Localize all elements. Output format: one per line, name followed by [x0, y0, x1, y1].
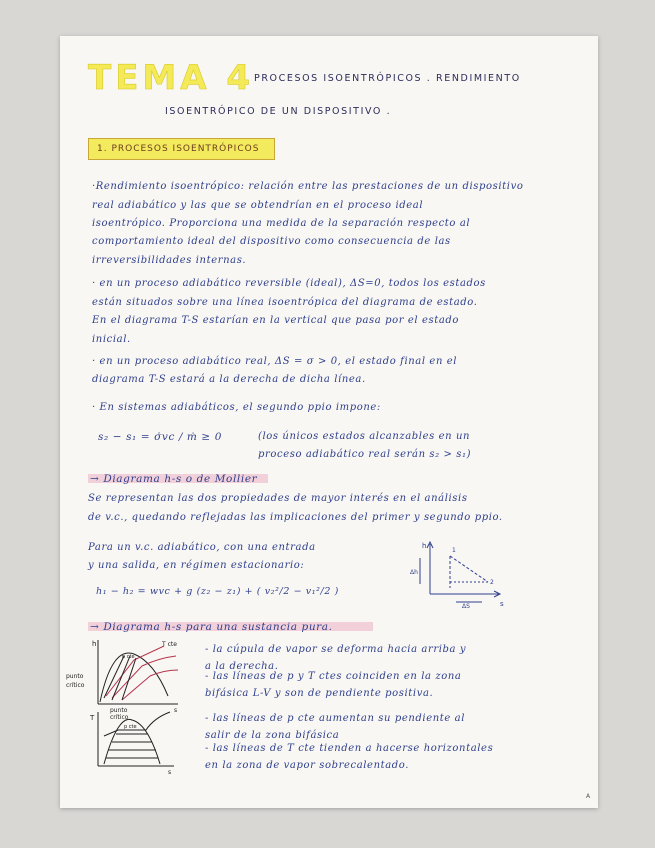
page-number: A [586, 793, 591, 800]
t-cte-label: T cte [162, 641, 177, 648]
paragraph-1-line: comportamiento ideal del dispositivo como consecuencia de las [92, 236, 451, 247]
s-label: s [174, 707, 178, 714]
p-cte-label: p cte [124, 724, 137, 730]
tema-subtitle-line1: PROCESOS ISOENTRÓPICOS . RENDIMIENTO [254, 73, 521, 84]
energy-equation: h₁ − h₂ = wvc + g (z₂ − z₁) + ( v₂²/2 − v₁²/2 ) [96, 586, 339, 597]
mollier-heading: → Diagrama h-s o de Mollier [90, 473, 258, 485]
paragraph-3-line: diagrama T-S estará a la derecha de dicha línea. [92, 374, 366, 385]
paragraph-2-line: inicial. [92, 334, 131, 345]
hs-bullet-line: en la zona de vapor sobrecalentado. [205, 760, 410, 771]
hs-bullet-line: salir de la zona bifásica [205, 730, 340, 741]
hs-small-graph [410, 538, 508, 610]
paragraph-1-line: irreversibilidades internas. [92, 255, 247, 266]
paragraph-2-line: están situados sobre una línea isoentrópica del diagrama de estado. [92, 297, 478, 308]
dh-label: Δh [410, 569, 418, 576]
s-axis-label: s [500, 600, 504, 608]
punto-critico-label: crítico [110, 714, 129, 721]
paragraph-2-line: · en un proceso adiabático reversible (ideal), ΔS=0, todos los estados [92, 278, 486, 289]
h-axis-label: h [422, 542, 427, 550]
hs-substance-diagram [64, 636, 188, 714]
equation-note-line: (los únicos estados alcanzables en un [258, 431, 471, 442]
hs-bullet-line: a la derecha. [205, 661, 279, 672]
paragraph-3-line: · en un proceso adiabático real, ΔS = σ > 0, el estado final en el [92, 356, 458, 367]
equation-note-line: proceso adiabático real serán s₂ > s₁) [258, 449, 472, 460]
vc-line: y una salida, en régimen estacionario: [88, 560, 305, 571]
section-heading-procesos: 1. PROCESOS ISOENTRÓPICOS [88, 138, 275, 160]
real-process-line [450, 556, 488, 582]
s-label: s [168, 769, 172, 776]
vc-line: Para un v.c. adiabático, con una entrada [88, 542, 316, 553]
hs-substance-heading: → Diagrama h-s para una sustancia pura. [90, 621, 333, 633]
punto-critico-label: crítico [66, 682, 85, 689]
punto-critico-label: punto [110, 707, 128, 714]
punto-critico-label: punto [66, 673, 84, 680]
hs-bullet-line: - las líneas de p cte aumentan su pendiente al [205, 713, 466, 724]
state-2-label: 2 [490, 579, 494, 586]
hs-bullet-line: bifásica L-V y son de pendiente positiva. [205, 688, 434, 699]
hs-bullet-line: - las líneas de T cte tienden a hacerse horizontales [205, 743, 494, 754]
mollier-line: Se representan las dos propiedades de mayor interés en el análisis [88, 493, 468, 504]
paragraph-4-line: · En sistemas adiabáticos, el segundo ppio impone: [92, 402, 381, 413]
paragraph-1-line: isoentrópico. Proporciona una medida de la separación respecto al [92, 218, 471, 229]
hs-bullet-line: - las líneas de p y T ctes coinciden en la zona [205, 671, 462, 682]
state-1-label: 1 [452, 547, 456, 554]
mollier-line: de v.c., quedando reflejadas las implicaciones del primer y segundo ppio. [88, 512, 503, 523]
paragraph-2-line: En el diagrama T-S estarían en la vertical que pasa por el estado [92, 315, 460, 326]
paragraph-1-line: real adiabático y las que se obtendrían en el proceso ideal [92, 200, 424, 211]
paragraph-1-line: ·Rendimiento isoentrópico: relación entre las prestaciones de un dispositivo [92, 181, 524, 192]
ds-label: ΔS [462, 603, 470, 610]
tema-title: TEMA 4 [88, 58, 255, 98]
p-cte-label: p cte [122, 654, 135, 660]
ts-substance-diagram [88, 706, 180, 776]
hs-bullet-line: - la cúpula de vapor se deforma hacia arriba y [205, 644, 467, 655]
entropy-equation: s₂ − s₁ = σ̇vc / ṁ ≥ 0 [98, 431, 223, 443]
tema-subtitle-line2: ISOENTRÓPICO DE UN DISPOSITIVO . [165, 106, 392, 117]
h-label: h [92, 640, 97, 648]
t-label: T [90, 714, 95, 722]
